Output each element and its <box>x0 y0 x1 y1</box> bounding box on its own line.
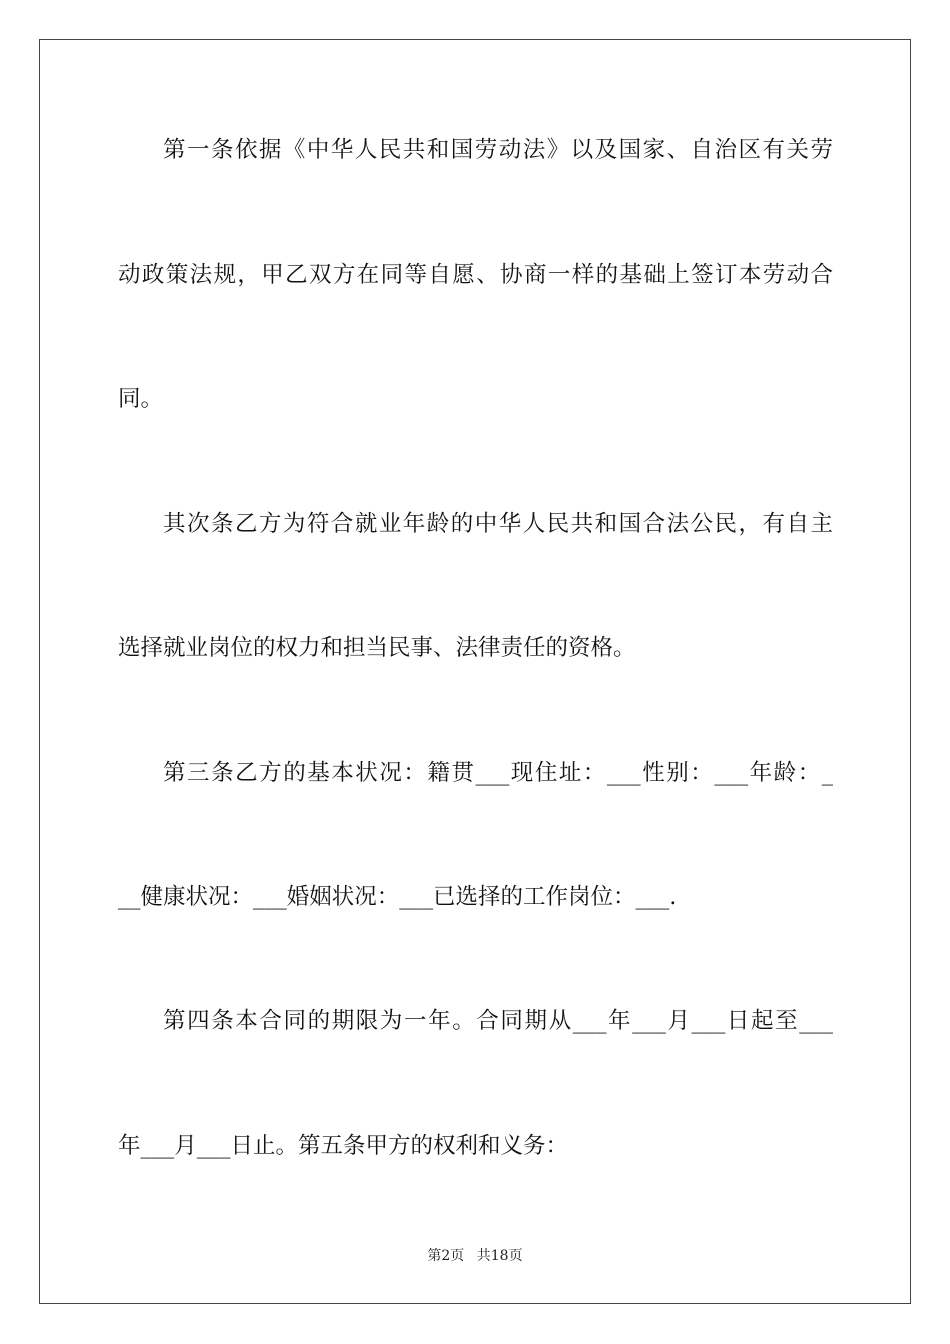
paragraph-line: 第一条依据《中华人民共和国劳动法》以及国家、自治区有关劳 <box>163 137 833 163</box>
page-number: 第2页 <box>427 1248 465 1264</box>
page-border <box>39 39 911 1304</box>
paragraph-line: 动政策法规，甲乙双方在同等自愿、协商一样的基础上签订本劳动合 <box>118 262 833 288</box>
paragraph-line: __健康状况：___婚姻状况：___已选择的工作岗位：___. <box>118 884 677 910</box>
paragraph-line: 年___月___日止。第五条甲方的权利和义务： <box>118 1133 569 1159</box>
page-footer <box>0 1246 950 1266</box>
paragraph-line: 其次条乙方为符合就业年龄的中华人民共和国合法公民，有自主 <box>163 511 833 537</box>
page-total: 共18页 <box>476 1248 523 1264</box>
paragraph-line: 同。 <box>118 386 164 412</box>
paragraph-line: 第三条乙方的基本状况：籍贯___现住址：___性别：___年龄：_ <box>163 760 833 786</box>
paragraph-line: 第四条本合同的期限为一年。合同期从___年___月___日起至___ <box>163 1008 833 1034</box>
paragraph-line: 选择就业岗位的权力和担当民事、法律责任的资格。 <box>118 635 636 661</box>
